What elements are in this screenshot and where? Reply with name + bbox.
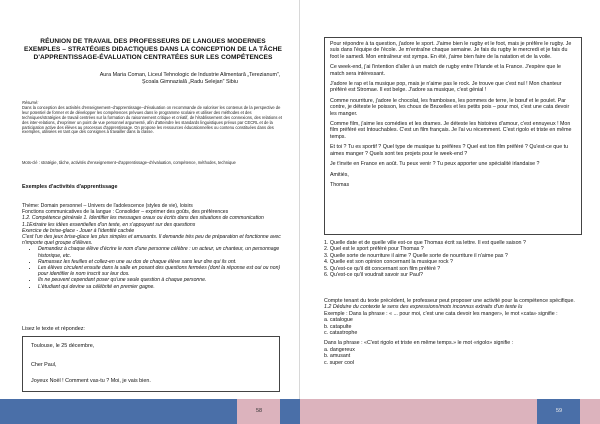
exercise-intro: Compte tenant du texte précédent, le professeur peut proposer une activité pour la compétence spécifique. (324, 298, 575, 304)
footer-band-end (580, 399, 600, 424)
activity-body (22, 203, 288, 290)
letter-date: Toulouse, le 25 décembre, (31, 343, 95, 349)
page-number: 58 (255, 408, 263, 414)
question-item: 2. Quel est le sport préféré pour Thomas ? (324, 246, 424, 253)
letter-salutation: Cher Paul, (31, 362, 57, 368)
keywords: Mots-clé : stratégie, tâche, activités d'enseignement–d'apprentissage–d'évaluation, compétence, méthodes, technique (22, 160, 236, 165)
functions-line: Fonctions communicatives de la langue : Consolider – exprimer des goûts, des préférences (22, 209, 229, 216)
letter-signature: Thomas (330, 181, 350, 188)
page-number: 59 (555, 408, 563, 414)
letter-paragraph: Et toi ? Tu es sportif ? Quel type de musique tu préfères ? Quel est ton film préféré ? Qu'est-ce que tu aimes manger ? Quels sont tes projets pour le week-end ? (330, 144, 569, 157)
list-item: • Les élèves circulent ensuite dans la salle en posant des questions fermées (dont la réponse est oui ou non) pour identifier le nom inscrit sur leur dos. (38, 265, 288, 277)
abstract (22, 101, 286, 135)
letter-paragraph: Pour répondre à ta question, j'adore le sport. J'aime bien le rugby et le foot, mais je préfère le rugby. Je suis dans l'équipe de l'école. Je m'entraîne chaque semaine. Je fais du rugby le mercredi et je fais du foot le samedi. Mon entraîneur est sympa. En été, j'aime bien faire de la natation et de la voile. (330, 41, 572, 60)
option: a. dangereux (324, 346, 355, 353)
option: b. amusant (324, 353, 351, 360)
example-line: Exemple : Dans la phrase : « ... pour moi, c'est une cata devoir les manger», le mot «cata» signifie : (324, 310, 558, 317)
exercise-line: Exercice de brise-glace - Jouer à l'identité cachée (22, 227, 135, 234)
list-item: • Demandez à chaque élève d'écrire le nom d'une personne célèbre : un acteur, un chanteur, un personnage historique, etc. (38, 246, 288, 258)
footer-band (0, 399, 237, 424)
option: c. super cool (324, 359, 355, 366)
letter-paragraph: Je t'invite en France en août. Tu peux venir ? Tu peux apporter une spécialité irlandaise ? (330, 161, 540, 168)
phrase-two: Dans la phrase : «C'est rigolo et triste en même temps.» le mot «rigolo» signifie : (324, 340, 514, 347)
author-line-1: Aura Maria Coman, Liceul Tehnologic de Industrie Alimentară „Terezianum”, (99, 72, 281, 78)
list-item: • Ramassez les feuilles et collez-en une au dos de chaque élève sans leur dire qui ils ont. (38, 259, 288, 265)
question-item: 3. Quelle sorte de nourriture il aime ? Quelle sorte de nourriture il n'aime pas ? (324, 252, 508, 259)
competence-line: 1.2. Compétence générale 1. Identifier les messages oraux ou écrits dans des situations de communication (22, 215, 264, 222)
author-line-2: Școala Gimnazială „Radu Selejan” Sibiu (142, 78, 238, 85)
list-item: • L'étudiant qui devine sa célébrité en premier gagne. (38, 284, 288, 290)
read-prompt: Lisez le texte et répondez: (22, 326, 85, 332)
abstract-heading: Résumé: (22, 100, 39, 105)
exercise-spec: 1.2 Déduire du contexte le sens des expressions/mots inconnus extraits d'un texte lu (324, 304, 523, 311)
letter-paragraph: J'adore le rap et la musique pop, mais je n'aime pas le rock. Je trouve que c'est nul ! Mon chanteur préféré est Stromae. Il est belge. J'adore sa musique, c'est génial ! (330, 81, 562, 94)
question-item: 4. Quelle est son opinion concernant la musique rock ? (324, 259, 453, 266)
left-footer (0, 399, 300, 424)
section-heading: Exemples d'activités d'apprentissage (22, 184, 118, 190)
question-item: 1. Quelle date et de quelle ville est-ce que Thomas écrit sa lettre. Il est quelle saison ? (324, 240, 526, 246)
letter-paragraph: Ce week-end, j'ai l'intention d'aller à un match de rugby entre l'Irlande et la France. J'espère que le match sera intéressant. (330, 64, 561, 77)
letter-paragraph: Comme nourriture, j'adore le chocolat, les framboises, les pommes de terre, le bœuf et le poulet. Par contre, je déteste le poisson, les choux de Bruxelles et les petits pois – pour moi, c'est une cata devoir les manger. (330, 97, 570, 117)
question-list (324, 240, 584, 278)
author-affiliation (95, 72, 285, 85)
option: c. catastrophe (324, 330, 358, 337)
instruction-list (22, 246, 288, 289)
theme-line: Thème: Domain personnel – Univers de l'adolescence (styles de vie), loisirs (22, 203, 193, 209)
specific-competence-line: 1.1Extraire les idées essentielles d'un texte, en s'appuyant sur des questions (22, 221, 196, 228)
abstract-text: Dans la conception des activités d'enseignement–d'apprentissage–d'évaluation on recommande de valoriser les contenus de la perspective de leur potentiel de former et de développer les compétences prévues dans le programme scolaire et utiliser des méthodes et des techniques/stratégies de travail centrées sur la formation du raisonnement critique et créatif, de l'établissement des connexions, des relations et des inter-relations, d'exprimer un point de vue personnel argumenté, afin d'atteindre les standards linguistiques prévus par CECRL et de la participation active des élèves au processus d'apprentissage. On propose les ressources éducationnelles ou contenu constituées dans des exemples, utilisées en tant que des consignes à travailler dans la classe. (22, 104, 282, 135)
letter-opening: Joyeux Noël ! Comment vas-tu ? Moi, je vais bien. (31, 378, 151, 384)
option: a. catalogue (324, 317, 353, 324)
question-item: 6. Qu'est-ce qu'il voudrait savoir sur Paul? (324, 272, 423, 279)
footer-band-end (280, 399, 300, 424)
letter-continuation-box (324, 37, 582, 235)
instruction-line: C'est l'un des jeux brise-glace les plus simples et amusants. Il demande très peu de préparation et fonctionne avec n'importe quel groupe d'élèves. (22, 234, 281, 247)
vocabulary-exercise (324, 298, 584, 366)
question-item: 5. Qu'est-ce qu'il dit concernant son film préféré ? (324, 265, 441, 272)
letter-closing: Amitiés, (330, 171, 349, 178)
right-footer (300, 399, 600, 424)
letter-paragraph: Comme film, j'aime les comédies et les drames. Je déteste les histoires d'amour, c'est ennuyeux ! Mon film préféré est Intouchables. C'est un film français. Je l'ai vu récemment. C'est rigolo et triste en même temps. (330, 121, 572, 140)
right-page (300, 0, 600, 424)
letter-box (22, 336, 280, 392)
option: b. catapulte (324, 323, 352, 330)
list-item: • Ils ne peuvent cependant poser qu'une seule question à chaque personne. (38, 277, 288, 283)
article-title: RÉUNION DE TRAVAIL DES PROFESSEURS DE LANGUES MODERNES EXEMPLES – STRATÉGIES DIDACTIQUES DANS LA CONCEPTION DE LA TÂCHE D'APPRENTISSAGE-ÉVALUATION CENTRATÉES SUR LES COMPÉTENCES (24, 38, 282, 61)
footer-band (300, 399, 537, 424)
